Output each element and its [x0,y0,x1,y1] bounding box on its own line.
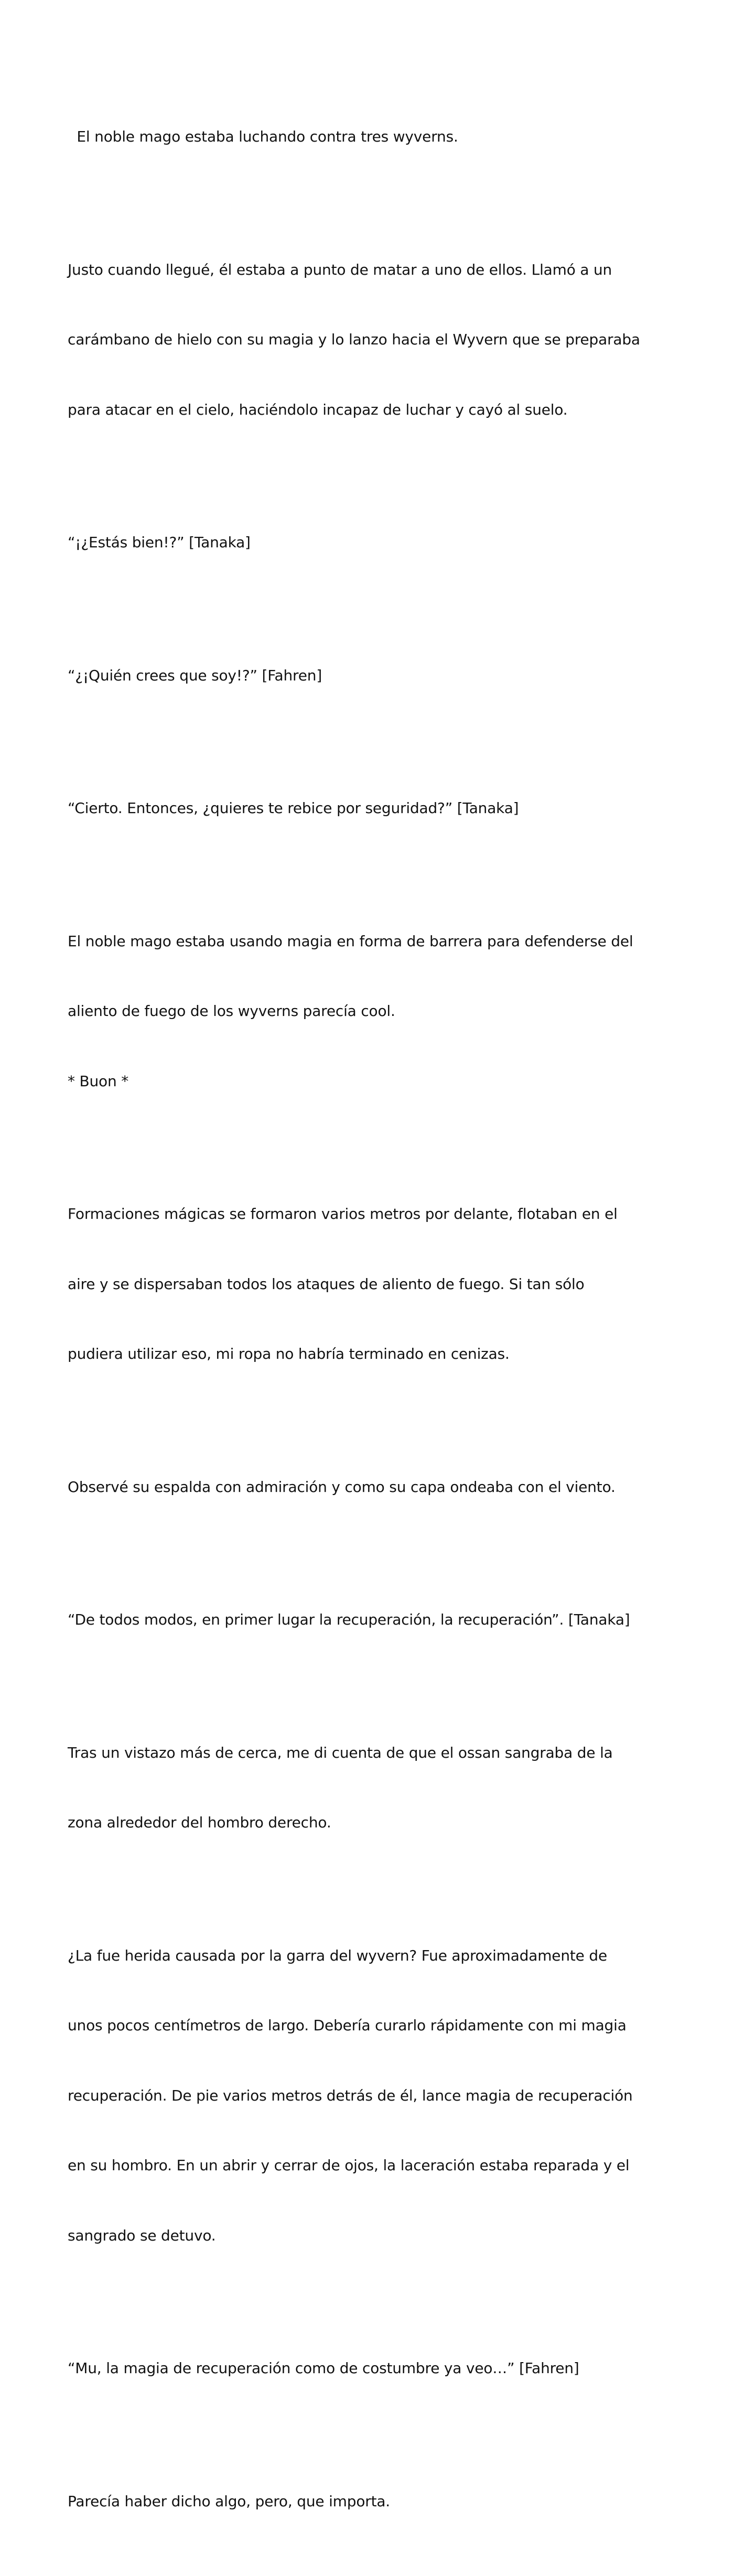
text-line: unos pocos centímetros de largo. Debería curarlo rápidamente con mi magia [68,2017,627,2034]
paragraph [68,1429,671,1546]
paragraph [68,1156,671,1413]
text-line: “De todos modos, en primer lugar la recuperación, la recuperación”. [Tanaka] [68,1611,630,1628]
paragraph [68,1898,671,2294]
text-line: recuperación. De pie varios metros detrás de él, lance magia de recuperación [68,2086,633,2104]
text-line: en su hombro. En un abrir y cerrar de ojos, la laceración estaba reparada y el [68,2157,630,2174]
dialogue-line [68,2310,671,2427]
text-line: El noble mago estaba luchando contra tres wyverns. [68,128,458,145]
text-line: Formaciones mágicas se formaron varios metros por delante, flotaban en el [68,1205,618,1222]
text-line: aliento de fuego de los wyverns parecía cool. [68,1002,395,1020]
paragraph [68,79,671,196]
text-line: “Cierto. Entonces, ¿quieres te rebice por seguridad?” [Tanaka] [68,799,519,817]
text-line: aire y se dispersaban todos los ataques de aliento de fuego. Si tan sólo [68,1275,585,1293]
document-body [68,79,671,2576]
text-line: “Mu, la magia de recuperación como de costumbre ya veo…” [Fahren] [68,2359,579,2377]
text-line: “¿¡Quién crees que soy!?” [Fahren] [68,666,322,684]
text-line: ¿La fue herida causada por la garra del wyvern? Fue aproximadamente de [68,1946,607,1964]
dialogue-line [68,484,671,601]
dialogue-line [68,750,671,867]
text-line: pudiera utilizar eso, mi ropa no habría terminado en cenizas. [68,1345,510,1362]
text-line: “¡¿Estás bien!?” [Tanaka] [68,534,251,551]
text-line: Justo cuando llegué, él estaba a punto de matar a uno de ellos. Llamó a un [68,261,612,278]
text-line: Parecía haber dicho algo, pero, que importa. [68,2492,391,2510]
paragraph [68,1695,671,1881]
text-line: El noble mago estaba usando magia en forma de barrera para defenderse del [68,932,633,950]
paragraph [68,212,671,469]
text-line: carámbano de hielo con su magia y lo lanzo hacia el Wyvern que se preparaba [68,331,640,348]
text-line: Observé su espalda con admiración y como su capa ondeaba con el viento. [68,1478,616,1496]
dialogue-line [68,1562,671,1679]
paragraph [68,2443,671,2560]
dialogue-line [68,618,671,734]
text-line: Tras un vistazo más de cerca, me di cuenta de que el ossan sangraba de la [68,1744,613,1761]
text-line: zona alrededor del hombro derecho. [68,1814,331,1831]
paragraph [68,883,671,1140]
sound-effect: * Buon * [68,1072,129,1090]
text-line: sangrado se detuvo. [68,2226,216,2244]
text-line: para atacar en el cielo, haciéndolo incapaz de luchar y cayó al suelo. [68,401,568,418]
